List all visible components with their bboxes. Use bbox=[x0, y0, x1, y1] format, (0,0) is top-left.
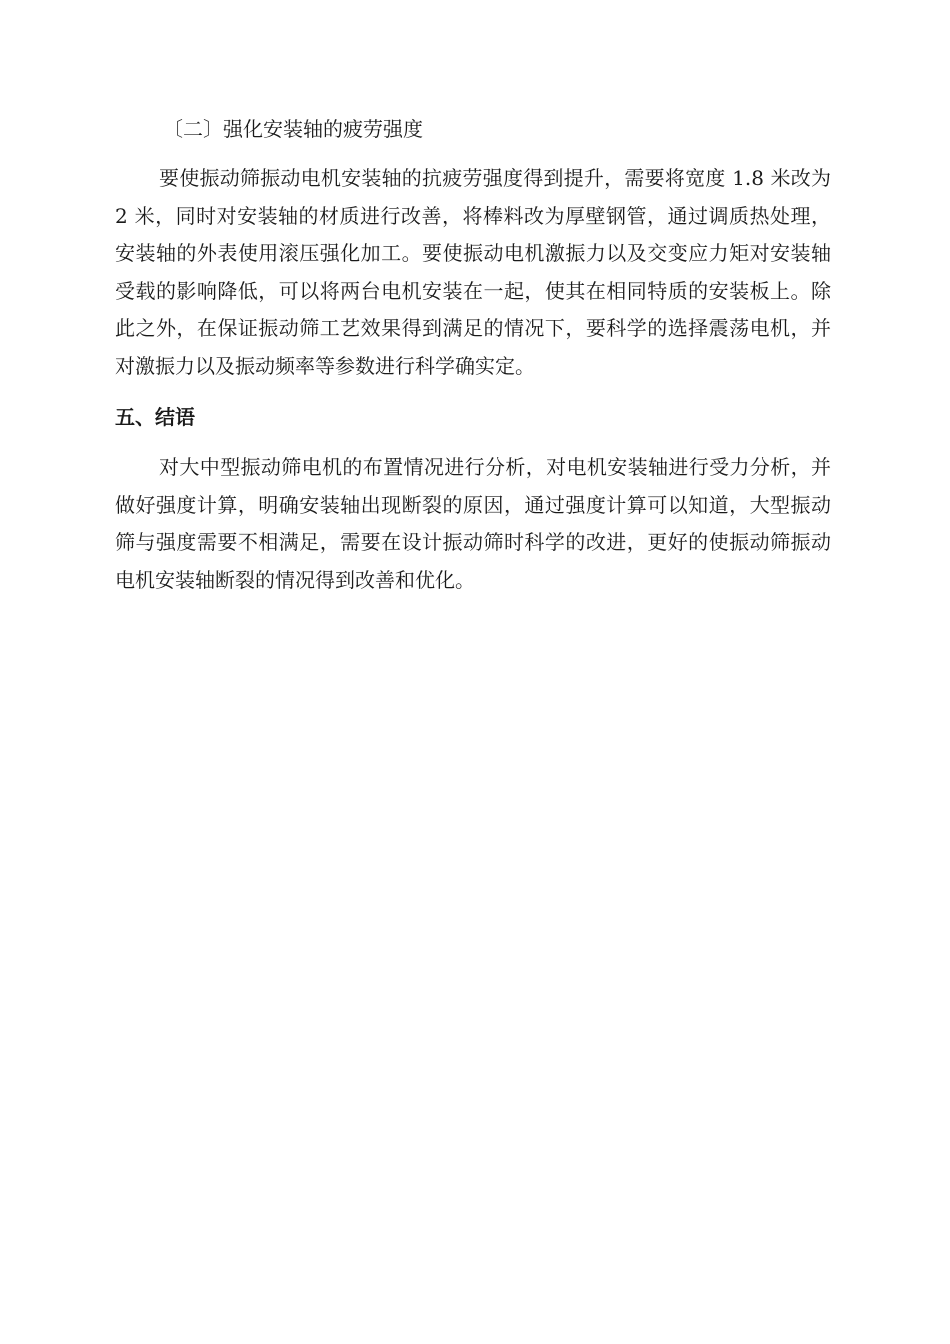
subsection-paragraph: 要使振动筛振动电机安装轴的抗疲劳强度得到提升，需要将宽度 1.8 米改为 2 米，同时对安装轴的材质进行改善，将棒料改为厚壁钢管，通过调质热处理，安装轴的外表使用滚压强化加工。要使振动电机激振力以及交变应力矩对安装轴受载的影响降低，可以将两台电机安装在一起，使其在相同特质的安装板上。除此之外，在保证振动筛工艺效果得到满足的情况下，要科学的选择震荡电机，并对激振力以及振动频率等参数进行科学确实定。 bbox=[115, 166, 831, 378]
subsection-heading: 〔二〕强化安装轴的疲劳强度 bbox=[163, 117, 423, 141]
conclusion-paragraph: 对大中型振动筛电机的布置情况进行分析，对电机安装轴进行受力分析，并做好强度计算，明确安装轴出现断裂的原因，通过强度计算可以知道，大型振动筛与强度需要不相满足，需要在设计振动筛时科学的改进，更好的使振动筛振动电机安装轴断裂的情况得到改善和优化。 bbox=[115, 455, 831, 592]
document-content bbox=[115, 111, 831, 599]
section-heading: 五、结语 bbox=[115, 405, 195, 429]
